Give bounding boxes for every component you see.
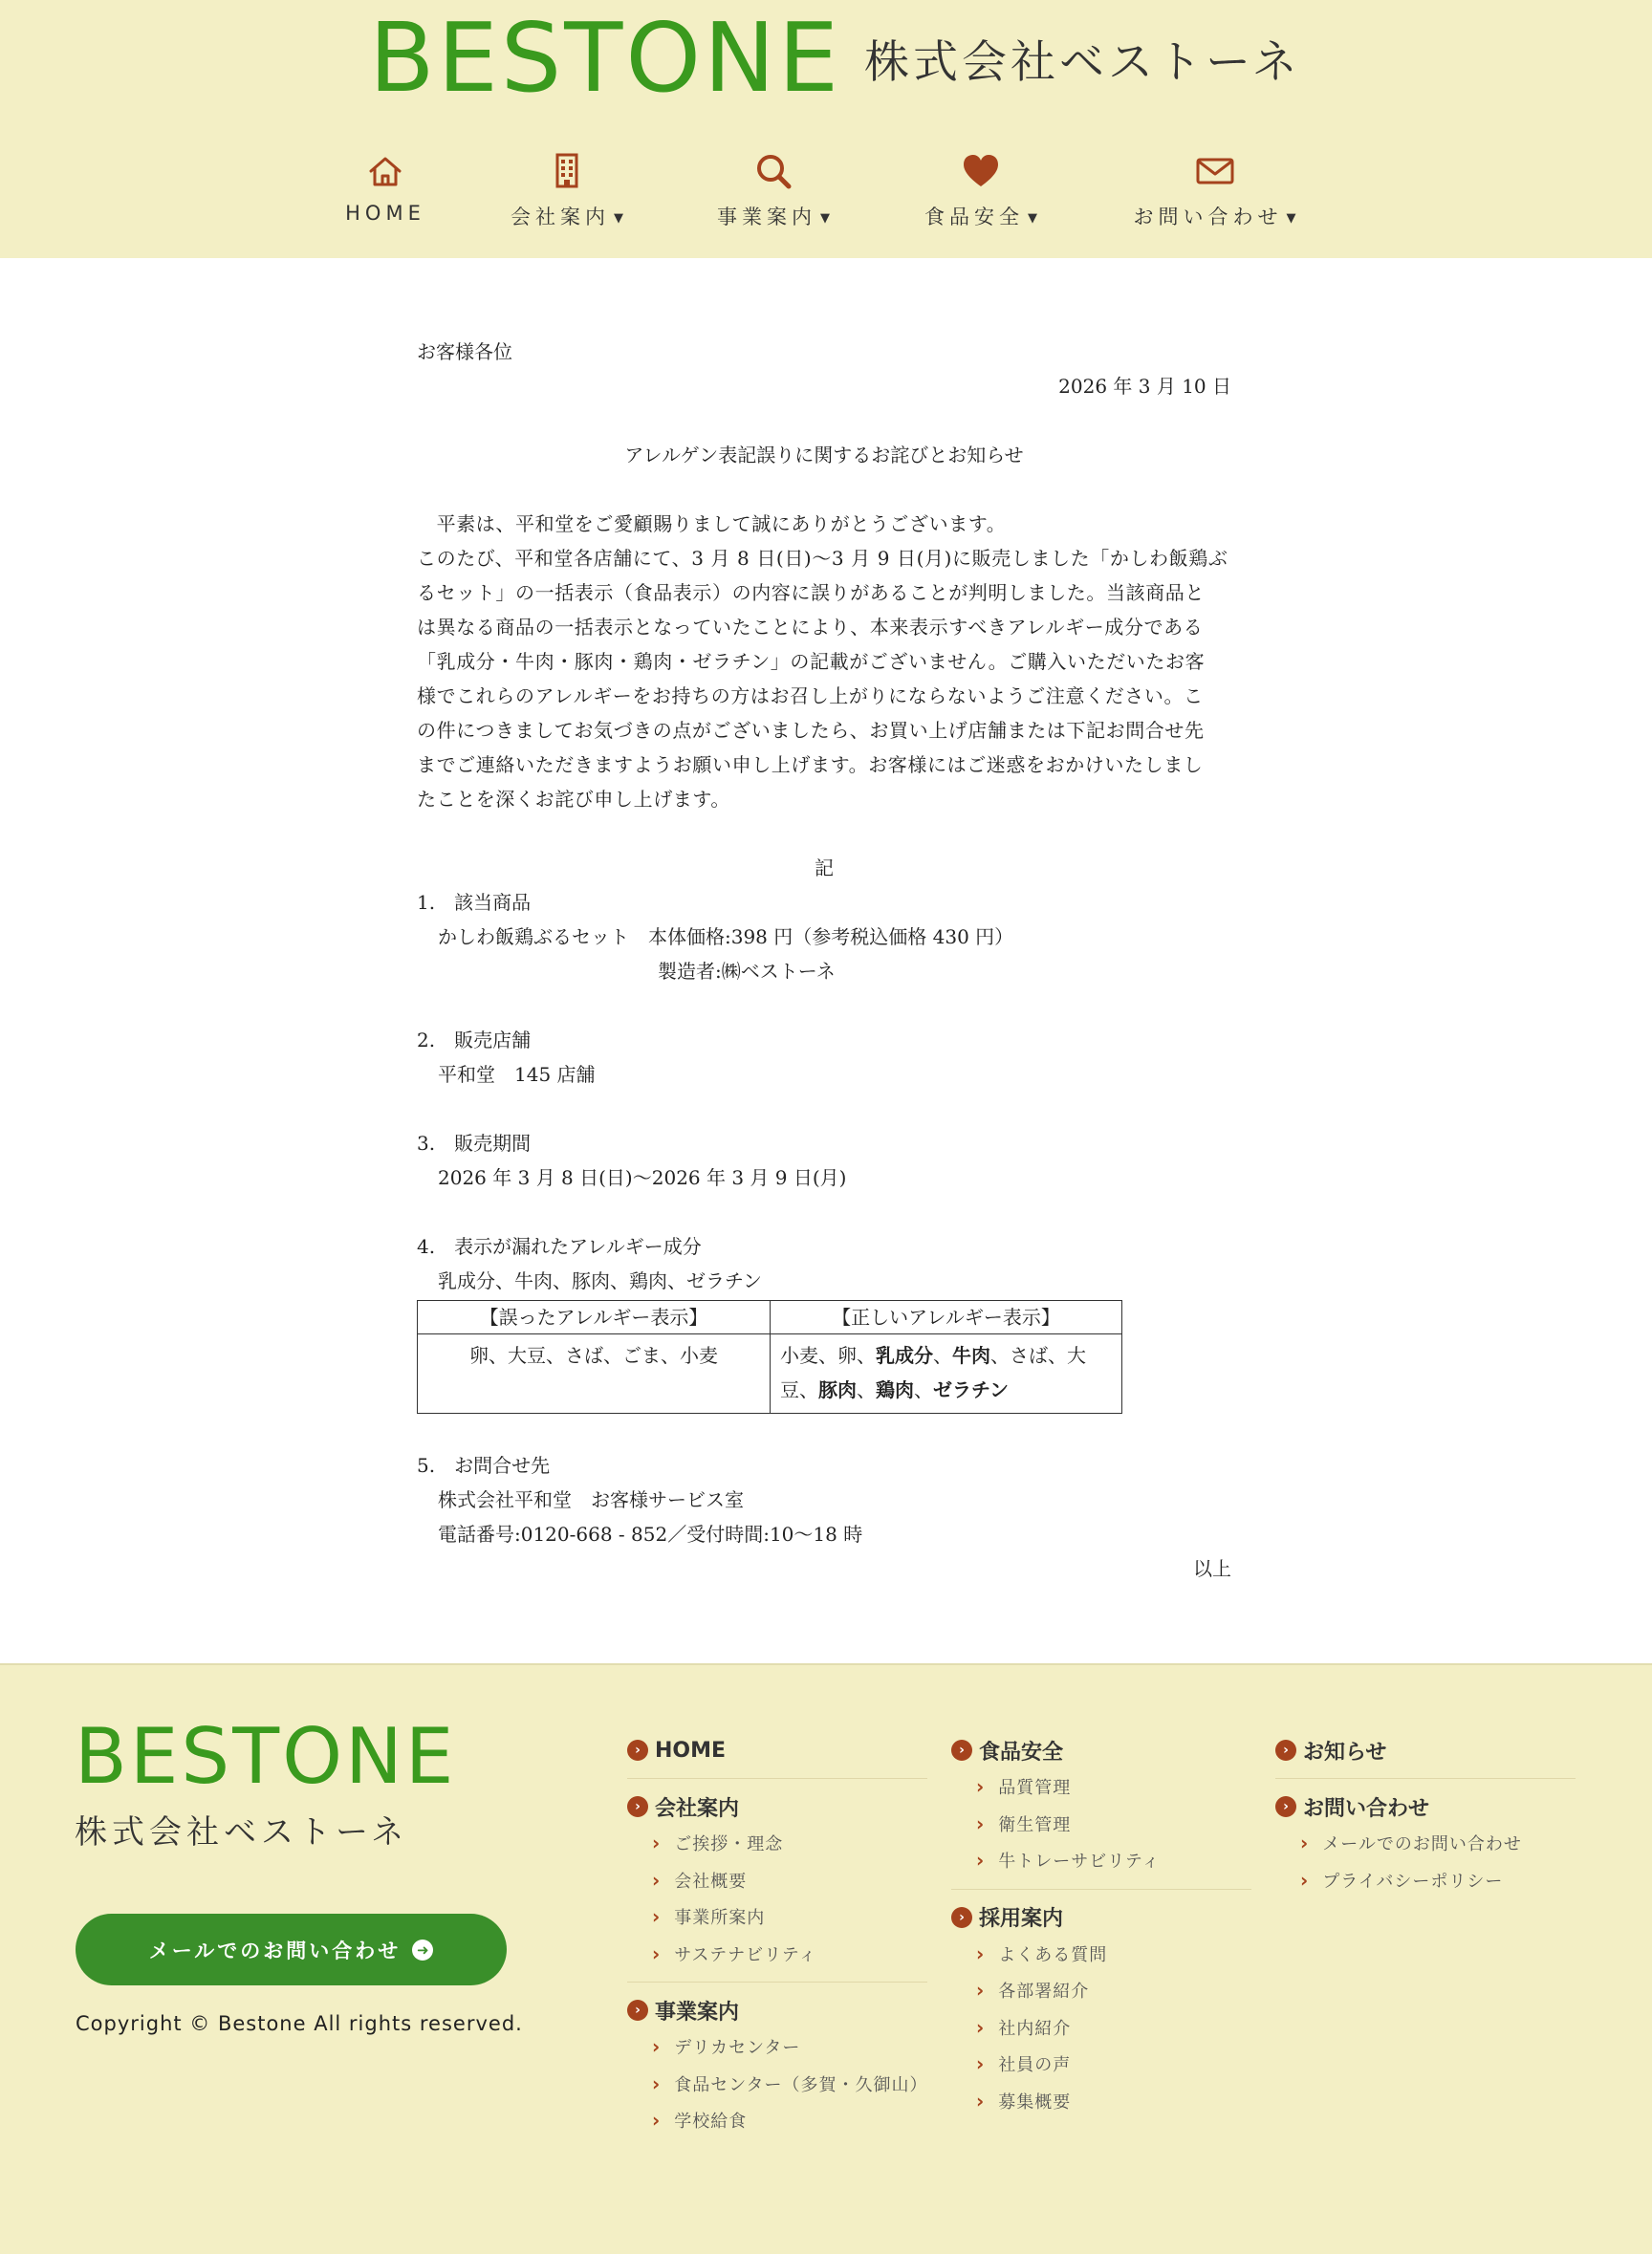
chevron-right-icon: ›	[1300, 1831, 1310, 1855]
nav-item-business[interactable]	[711, 148, 836, 234]
nav-item-food-safety[interactable]	[919, 148, 1043, 234]
footer-sublink[interactable]: › 食品センター（多賀・久御山）	[652, 2071, 928, 2095]
chevron-right-icon: ›	[652, 1905, 662, 1929]
logo-wordmark: BESTONE	[369, 2, 842, 114]
footer-logo-company-name: 株式会社ベストーネ	[75, 1813, 409, 1852]
addressee: お客様各位	[417, 340, 512, 363]
chevron-right-icon: ›	[976, 2015, 986, 2039]
body-line: 「乳成分・牛肉・豚肉・鶏肉・ゼラチン」の記載がございません。ご購入いただいたお客	[417, 650, 1206, 673]
product-line: かしわ飯鶏ぶるセット 本体価格:398 円（参考税込価格 430 円）	[438, 925, 1014, 948]
site-footer	[0, 1663, 1652, 2254]
chevron-right-icon: ›	[951, 1740, 972, 1761]
chevron-down-icon: ▼	[1286, 211, 1296, 226]
body-line: 様でこれらのアレルギーをお持ちの方はお召し上がりにならないようご注意ください。こ	[417, 684, 1204, 707]
footer-col-2	[951, 1732, 1251, 2119]
store-heading: 2. 販売店舗	[417, 1029, 532, 1051]
chevron-right-icon: ›	[976, 2052, 986, 2076]
nav-item-company[interactable]	[505, 148, 629, 234]
chevron-right-icon: ›	[1275, 1796, 1296, 1817]
notice-body	[417, 507, 1231, 816]
footer-sublink[interactable]: › 品質管理	[976, 1775, 1072, 1799]
footer-link-food-safety[interactable]: › 食品安全	[951, 1732, 1251, 1768]
body-line: の件につきましてお気づきの点がございましたら、お買い上げ店舗または下記お問合せ先	[417, 719, 1205, 742]
footer-sublink[interactable]: › 社内紹介	[976, 2015, 1072, 2039]
footer-link-news[interactable]: › お知らせ	[1275, 1732, 1576, 1768]
period-heading: 3. 販売期間	[417, 1132, 532, 1155]
nav-item-contact[interactable]	[1126, 148, 1303, 234]
contact-org: 株式会社平和堂 お客様サービス室	[438, 1488, 744, 1511]
allergy-comparison-table	[417, 1300, 1122, 1414]
chevron-right-icon: ›	[976, 1979, 986, 2003]
footer-sublink[interactable]: › 募集概要	[976, 2089, 1072, 2113]
notice-document	[417, 335, 1231, 1586]
nav-label-food-safety: 食品安全 ▼	[924, 206, 1037, 228]
footer-sublink[interactable]: › デリカセンター	[652, 2035, 801, 2059]
footer-col-1	[627, 1732, 927, 2139]
body-line: は異なる商品の一括表示となっていたことにより、本来表示すべきアレルギー成分である	[417, 616, 1204, 639]
chevron-right-icon: ›	[976, 1849, 986, 1873]
period-line: 2026 年 3 月 8 日(日)～2026 年 3 月 9 日(月)	[438, 1166, 847, 1189]
chevron-right-icon: ›	[627, 1740, 648, 1761]
body-line: このたび、平和堂各店舗にて、3 月 8 日(日)～3 月 9 日(月)に販売しました「かしわ飯鶏ぶ	[417, 547, 1228, 570]
chevron-right-icon: ›	[652, 2071, 662, 2095]
chevron-right-icon: ›	[976, 1775, 986, 1799]
footer-sublink[interactable]: › ご挨拶・理念	[652, 1831, 784, 1855]
search-icon	[750, 148, 796, 194]
mail-icon	[1192, 148, 1238, 194]
nav-label-contact: お問い合わせ ▼	[1133, 206, 1296, 228]
correct-label-value: 小麦、卵、乳成分、牛肉、さば、大豆、豚肉、鶏肉、ゼラチン	[771, 1334, 1122, 1414]
mail-contact-button-label: メールでのお問い合わせ	[148, 1939, 402, 1962]
footer-link-recruit[interactable]: › 採用案内	[951, 1899, 1251, 1936]
wrong-label-header: 【誤ったアレルギー表示】	[418, 1301, 771, 1334]
body-line: るセット」の一括表示（食品表示）の内容に誤りがあることが判明しました。当該商品と	[417, 581, 1205, 604]
footer-link-contact[interactable]: › お問い合わせ	[1275, 1788, 1576, 1825]
chevron-right-icon: ›	[652, 2109, 662, 2133]
correct-label-header: 【正しいアレルギー表示】	[771, 1301, 1122, 1334]
chevron-right-icon: ›	[1300, 1868, 1310, 1892]
footer-sublink[interactable]: › よくある質問	[976, 1941, 1108, 1965]
chevron-right-icon: ›	[976, 2089, 986, 2113]
footer-link-home[interactable]: › HOME	[627, 1732, 927, 1768]
heart-icon	[958, 148, 1004, 194]
allergen-line: 乳成分、牛肉、豚肉、鶏肉、ゼラチン	[438, 1269, 762, 1292]
chevron-right-icon: ›	[652, 1831, 662, 1855]
nav-label-home: HOME	[345, 202, 425, 225]
footer-logo-wordmark[interactable]: BESTONE	[75, 1712, 457, 1801]
maker-line: 製造者:㈱ベストーネ	[658, 960, 836, 983]
footer-sublink[interactable]: › プライバシーポリシー	[1300, 1868, 1504, 1892]
chevron-down-icon: ▼	[820, 211, 830, 226]
chevron-right-icon: ›	[652, 2035, 662, 2059]
arrow-right-icon: ➜	[412, 1940, 433, 1961]
closing-text: 以上	[1193, 1557, 1231, 1580]
chevron-down-icon: ▼	[1028, 211, 1037, 226]
contact-heading: 5. お問合せ先	[417, 1454, 551, 1477]
footer-sublink[interactable]: › 学校給食	[652, 2109, 748, 2133]
site-logo[interactable]	[369, 2, 1301, 114]
nav-label-company: 会社案内 ▼	[511, 206, 623, 228]
chevron-right-icon: ›	[1275, 1740, 1296, 1761]
body-line: までご連絡いただきますようお願い申し上げます。お客様にはご迷惑をおかけいたしまし	[417, 753, 1204, 776]
chevron-right-icon: ›	[976, 1811, 986, 1835]
allergen-heading: 4. 表示が漏れたアレルギー成分	[417, 1235, 702, 1258]
footer-link-business[interactable]: › 事業案内	[627, 1992, 927, 2028]
ki-heading: 記	[815, 856, 834, 879]
building-icon	[544, 148, 590, 194]
logo-company-name: 株式会社ベストーネ	[864, 35, 1301, 89]
copyright: Copyright © Bestone All rights reserved.	[76, 2012, 523, 2035]
footer-sublink[interactable]: › メールでのお問い合わせ	[1300, 1831, 1522, 1855]
footer-link-company[interactable]: › 会社案内	[627, 1788, 927, 1825]
home-icon	[362, 148, 408, 194]
body-line: 平素は、平和堂をご愛顧賜りまして誠にありがとうございます。	[417, 512, 1007, 535]
product-heading: 1. 該当商品	[417, 891, 532, 914]
chevron-right-icon: ›	[652, 1868, 662, 1892]
notice-date: 2026 年 3 月 10 日	[1058, 375, 1231, 398]
chevron-right-icon: ›	[951, 1907, 972, 1928]
wrong-label-value: 卵、大豆、さば、ごま、小麦	[418, 1334, 771, 1414]
nav-item-home[interactable]	[346, 148, 424, 234]
footer-col-3	[1275, 1732, 1576, 1898]
notice-title: アレルゲン表記誤りに関するお詫びとお知らせ	[624, 444, 1024, 466]
footer-sublink[interactable]: › 会社概要	[652, 1868, 748, 1892]
chevron-right-icon: ›	[652, 1941, 662, 1965]
nav-label-business: 事業案内 ▼	[717, 206, 830, 228]
footer-sublink[interactable]: › サステナビリティ	[652, 1941, 817, 1965]
store-line: 平和堂 145 店舗	[438, 1063, 596, 1086]
body-line: たことを深くお詫び申し上げます。	[417, 788, 730, 811]
footer-sublink[interactable]: › 衛生管理	[976, 1811, 1072, 1835]
mail-contact-button[interactable]	[76, 1914, 507, 1985]
chevron-right-icon: ›	[627, 2000, 648, 2021]
footer-sublink[interactable]: › 事業所案内	[652, 1905, 766, 1929]
site-header	[0, 0, 1652, 258]
footer-sublink[interactable]: › 各部署紹介	[976, 1979, 1090, 2003]
contact-phone: 電話番号:0120-668 - 852／受付時間:10～18 時	[438, 1523, 863, 1546]
main-nav	[0, 148, 1652, 234]
chevron-right-icon: ›	[627, 1796, 648, 1817]
footer-sublink[interactable]: › 社員の声	[976, 2052, 1072, 2076]
footer-sublink[interactable]: › 牛トレーサビリティ	[976, 1849, 1161, 1873]
chevron-right-icon: ›	[976, 1941, 986, 1965]
chevron-down-icon: ▼	[614, 211, 623, 226]
